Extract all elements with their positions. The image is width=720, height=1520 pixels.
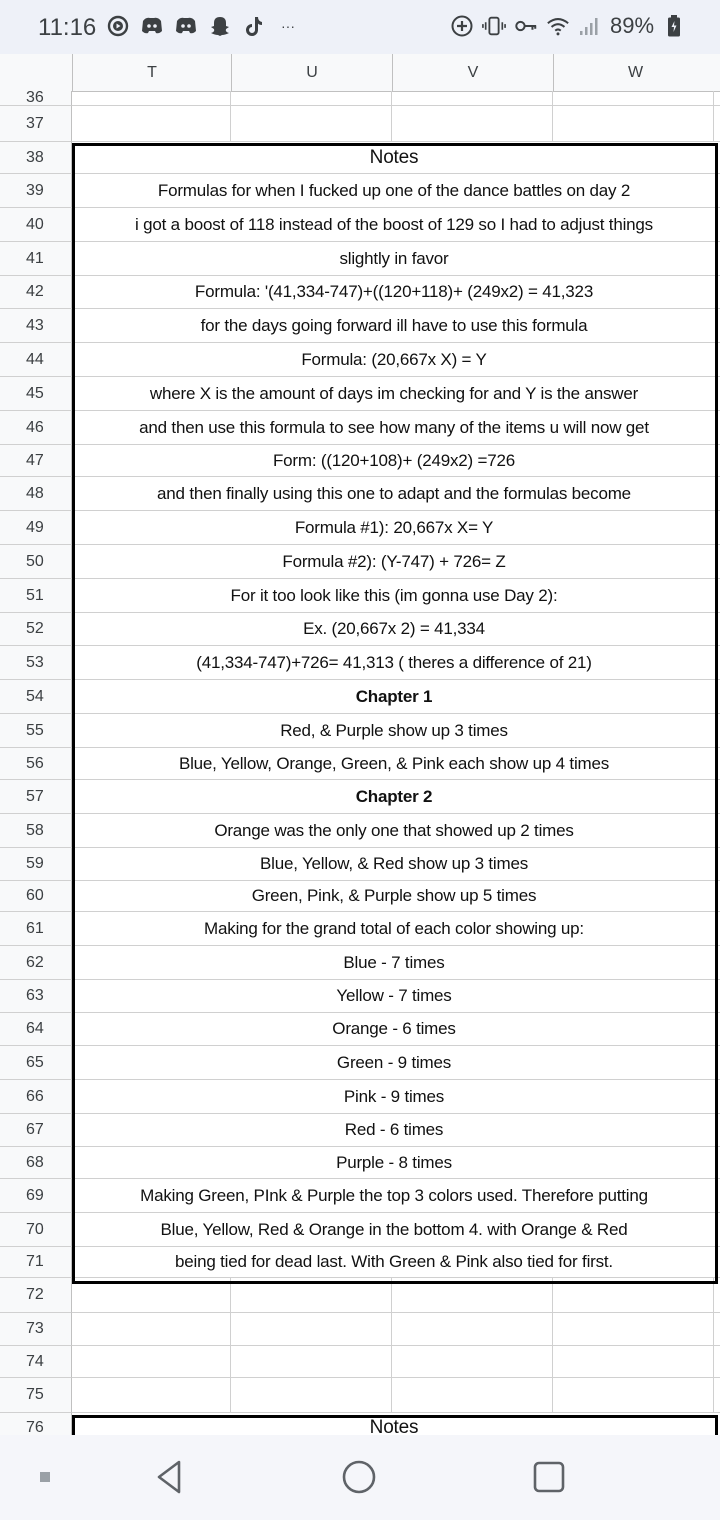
row-cells[interactable] (72, 646, 720, 680)
discord-icon (140, 14, 164, 38)
table-row[interactable] (0, 1313, 720, 1346)
more-notifications-icon: ··· (281, 18, 295, 34)
row-number[interactable]: 76 (0, 1413, 72, 1435)
table-row[interactable] (0, 1179, 720, 1213)
table-row[interactable] (0, 748, 720, 780)
note-cell[interactable]: Blue, Yellow, Orange, Green, & Pink each show up 4 times (178, 753, 610, 773)
row-cells[interactable] (72, 1179, 720, 1213)
table-row[interactable] (0, 242, 720, 276)
recents-button[interactable] (524, 1455, 574, 1499)
cell-divider (713, 106, 714, 141)
note-cell[interactable]: Formula: (20,667x X) = Y (301, 349, 487, 369)
note-cell[interactable]: Ex. (20,667x 2) = 41,334 (303, 619, 485, 638)
table-row[interactable] (0, 1114, 720, 1147)
row-number[interactable]: 40 (0, 208, 72, 242)
battery-icon (662, 14, 686, 38)
row-cells[interactable] (72, 1213, 720, 1247)
back-button[interactable] (144, 1455, 194, 1499)
table-row[interactable] (0, 411, 720, 445)
table-row[interactable] (0, 848, 720, 881)
row-number[interactable]: 61 (0, 912, 72, 946)
row-cells[interactable] (72, 309, 720, 343)
table-row[interactable] (0, 1247, 720, 1278)
table-row[interactable] (0, 980, 720, 1013)
row-cells[interactable] (72, 912, 720, 946)
row-number[interactable]: 71 (0, 1247, 72, 1278)
note-cell[interactable]: Blue, Yellow, & Red show up 3 times (260, 854, 528, 873)
table-row[interactable] (0, 1278, 720, 1313)
row-number[interactable]: 39 (0, 174, 72, 208)
note-cell[interactable]: Green, Pink, & Purple show up 5 times (251, 886, 537, 905)
note-cell[interactable]: Orange was the only one that showed up 2 times (214, 820, 574, 840)
row-cells[interactable] (72, 511, 720, 545)
row-number[interactable]: 38 (0, 142, 72, 174)
table-row[interactable] (0, 1378, 720, 1413)
cell-divider (713, 1346, 714, 1377)
cell-divider (552, 1313, 553, 1345)
table-row[interactable] (0, 309, 720, 343)
table-row[interactable] (0, 91, 720, 106)
note-cell[interactable]: and then finally using this one to adapt and the formulas become (157, 483, 631, 503)
cell-divider (230, 106, 231, 141)
table-row[interactable] (0, 208, 720, 242)
row-cells[interactable] (72, 1046, 720, 1080)
row-cells[interactable] (72, 748, 720, 780)
note-cell[interactable]: Purple - 8 times (336, 1152, 452, 1172)
note-cell[interactable]: Making Green, PInk & Purple the top 3 colors used. Therefore putting (140, 1185, 648, 1205)
row-cells[interactable] (72, 780, 720, 814)
row-number[interactable]: 45 (0, 377, 72, 411)
table-row[interactable] (0, 1147, 720, 1179)
table-row[interactable] (0, 1413, 720, 1435)
cell-divider (230, 1378, 231, 1412)
data-saver-icon (450, 14, 474, 38)
row-cells[interactable] (72, 1247, 720, 1278)
status-time: 11:16 (38, 14, 97, 41)
home-button[interactable] (334, 1455, 384, 1499)
table-row[interactable] (0, 174, 720, 208)
cell-divider (552, 91, 553, 105)
nav-menu-dot-icon[interactable] (20, 1455, 70, 1499)
notification-icons (106, 14, 300, 38)
table-row[interactable] (0, 276, 720, 309)
chapter-heading-cell[interactable]: Chapter 2 (355, 786, 433, 806)
snapchat-icon (208, 14, 232, 38)
row-cells[interactable] (72, 1278, 720, 1313)
column-header (0, 54, 720, 92)
row-cells[interactable] (72, 680, 720, 714)
row-cells[interactable] (72, 1080, 720, 1114)
cell-divider (552, 1346, 553, 1377)
table-row[interactable] (0, 579, 720, 613)
cell-divider (230, 1278, 231, 1312)
cell-divider (391, 91, 392, 105)
note-cell[interactable]: Red, & Purple show up 3 times (280, 720, 508, 740)
row-number[interactable]: 70 (0, 1213, 72, 1247)
signal-icon (578, 14, 602, 38)
note-cell[interactable]: Formula #2): (Y-747) + 726= Z (282, 551, 506, 571)
notes-title-cell[interactable]: Notes (369, 146, 419, 168)
row-number[interactable]: 50 (0, 545, 72, 579)
cell-divider (552, 1278, 553, 1312)
cell-divider (713, 1313, 714, 1345)
row-number[interactable]: 54 (0, 680, 72, 714)
row-cells[interactable] (72, 881, 720, 912)
table-row[interactable] (0, 142, 720, 174)
note-cell[interactable]: being tied for dead last. With Green & Pink also tied for first. (175, 1252, 613, 1271)
row-number[interactable]: 69 (0, 1179, 72, 1213)
row-cells[interactable] (72, 613, 720, 646)
note-cell[interactable]: where X is the amount of days im checking for and Y is the answer (149, 383, 639, 403)
row-cells[interactable] (72, 946, 720, 980)
row-number[interactable]: 57 (0, 780, 72, 814)
row-number[interactable]: 36 (0, 91, 72, 106)
table-row[interactable] (0, 680, 720, 714)
table-row[interactable] (0, 714, 720, 748)
cell-divider (713, 91, 714, 105)
row-cells[interactable] (72, 445, 720, 477)
note-cell[interactable]: Form: ((120+108)+ (249x2) =726 (272, 450, 516, 470)
navigation-bar (0, 1435, 720, 1520)
discord-icon-2 (174, 14, 198, 38)
row-cells[interactable] (72, 276, 720, 309)
table-row[interactable] (0, 445, 720, 477)
youtube-music-icon (106, 14, 130, 38)
note-cell[interactable]: and then use this formula to see how many of the items u will now get (139, 417, 649, 437)
note-cell[interactable]: Red - 6 times (344, 1120, 444, 1139)
table-row[interactable] (0, 1213, 720, 1247)
row-number[interactable]: 66 (0, 1080, 72, 1114)
row-cells[interactable] (72, 242, 720, 276)
row-number[interactable]: 59 (0, 848, 72, 881)
row-number[interactable]: 67 (0, 1114, 72, 1147)
row-cells[interactable] (72, 343, 720, 377)
row-number[interactable]: 64 (0, 1013, 72, 1046)
note-cell[interactable]: slightly in favor (339, 248, 449, 268)
cell-divider (391, 106, 392, 141)
row-cells[interactable] (72, 980, 720, 1013)
row-number[interactable]: 68 (0, 1147, 72, 1179)
column-header-w[interactable]: W (553, 54, 717, 91)
status-bar (0, 0, 720, 54)
tiktok-icon (242, 14, 266, 38)
cell-divider (391, 1346, 392, 1377)
row-cells[interactable] (72, 142, 720, 174)
note-cell[interactable]: Blue, Yellow, Red & Orange in the bottom 4. with Orange & Red (160, 1219, 628, 1239)
battery-percent: 89% (610, 13, 655, 38)
row-cells[interactable] (72, 106, 720, 142)
row-number[interactable]: 60 (0, 881, 72, 912)
table-row[interactable] (0, 780, 720, 814)
row-cells[interactable] (72, 1346, 720, 1378)
row-number[interactable]: 51 (0, 579, 72, 613)
table-row[interactable] (0, 106, 720, 142)
table-row[interactable] (0, 1013, 720, 1046)
cell-divider (230, 1313, 231, 1345)
row-number[interactable]: 72 (0, 1278, 72, 1313)
row-number[interactable]: 73 (0, 1313, 72, 1346)
row-cells[interactable] (72, 1313, 720, 1346)
table-row[interactable] (0, 343, 720, 377)
cell-divider (552, 1378, 553, 1412)
column-header-v[interactable]: V (392, 54, 553, 91)
row-number[interactable]: 52 (0, 613, 72, 646)
table-row[interactable] (0, 912, 720, 946)
row-number[interactable]: 55 (0, 714, 72, 748)
row-cells[interactable] (72, 1147, 720, 1179)
system-icons (450, 13, 686, 39)
row-cells[interactable] (72, 91, 720, 106)
row-number[interactable]: 43 (0, 309, 72, 343)
table-row[interactable] (0, 1046, 720, 1080)
row-cells[interactable] (72, 477, 720, 511)
notes-title-cell[interactable]: Notes (369, 1417, 419, 1435)
row-number[interactable]: 56 (0, 748, 72, 780)
note-cell[interactable]: Green - 9 times (336, 1052, 452, 1072)
row-number[interactable]: 58 (0, 814, 72, 848)
vibrate-icon (482, 14, 506, 38)
row-cells[interactable] (72, 1413, 720, 1435)
table-row[interactable] (0, 377, 720, 411)
row-cells[interactable] (72, 848, 720, 881)
row-cells[interactable] (72, 714, 720, 748)
row-number[interactable]: 62 (0, 946, 72, 980)
note-cell[interactable]: Making for the grand total of each color showing up: (204, 918, 584, 938)
row-number[interactable]: 75 (0, 1378, 72, 1413)
wifi-icon (546, 14, 570, 38)
spreadsheet-grid[interactable] (0, 91, 720, 1435)
table-row[interactable] (0, 814, 720, 848)
cell-divider (713, 1378, 714, 1412)
table-row[interactable] (0, 646, 720, 680)
row-number[interactable]: 37 (0, 106, 72, 142)
note-cell[interactable]: Orange - 6 times (332, 1019, 456, 1038)
note-cell[interactable]: for the days going forward ill have to use this formula (200, 315, 588, 335)
table-row[interactable] (0, 613, 720, 646)
cell-divider (552, 106, 553, 141)
note-cell[interactable]: Blue - 7 times (343, 952, 445, 972)
note-cell[interactable]: Pink - 9 times (343, 1086, 445, 1106)
vpn-key-icon (514, 14, 538, 38)
table-row[interactable] (0, 1346, 720, 1378)
cell-divider (230, 91, 231, 105)
row-number[interactable]: 49 (0, 511, 72, 545)
row-cells[interactable] (72, 411, 720, 445)
cell-divider (230, 1346, 231, 1377)
row-cells[interactable] (72, 1378, 720, 1413)
table-row[interactable] (0, 881, 720, 912)
row-cells[interactable] (72, 1013, 720, 1046)
row-cells[interactable] (72, 814, 720, 848)
note-cell[interactable]: Formula: '(41,334-747)+((120+118)+ (249x2) = 41,323 (194, 282, 594, 301)
cell-divider (391, 1378, 392, 1412)
row-cells[interactable] (72, 208, 720, 242)
table-row[interactable] (0, 946, 720, 980)
row-number[interactable]: 46 (0, 411, 72, 445)
column-header-u[interactable]: U (231, 54, 392, 91)
note-cell[interactable]: For it too look like this (im gonna use Day 2): (230, 585, 558, 605)
row-cells[interactable] (72, 545, 720, 579)
row-cells[interactable] (72, 1114, 720, 1147)
row-cells[interactable] (72, 579, 720, 613)
table-row[interactable] (0, 477, 720, 511)
table-row[interactable] (0, 545, 720, 579)
note-cell[interactable]: Formulas for when I fucked up one of the dance battles on day 2 (157, 180, 631, 200)
note-cell[interactable]: i got a boost of 118 instead of the boost of 129 so I had to adjust things (135, 214, 653, 234)
row-number[interactable]: 74 (0, 1346, 72, 1378)
row-number[interactable]: 48 (0, 477, 72, 511)
note-cell[interactable]: (41,334-747)+726= 41,313 ( theres a difference of 21) (196, 652, 592, 672)
row-number[interactable]: 44 (0, 343, 72, 377)
chapter-heading-cell[interactable]: Chapter 1 (355, 686, 433, 706)
row-number[interactable]: 47 (0, 445, 72, 477)
cell-divider (391, 1313, 392, 1345)
cell-divider (391, 1278, 392, 1312)
table-row[interactable] (0, 511, 720, 545)
column-header-t[interactable]: T (72, 54, 231, 91)
row-cells[interactable] (72, 174, 720, 208)
row-number[interactable]: 42 (0, 276, 72, 309)
row-cells[interactable] (72, 377, 720, 411)
row-number[interactable]: 65 (0, 1046, 72, 1080)
cell-divider (713, 1278, 714, 1312)
note-cell[interactable]: Yellow - 7 times (336, 986, 452, 1005)
row-number[interactable]: 63 (0, 980, 72, 1013)
note-cell[interactable]: Formula #1): 20,667x X= Y (294, 517, 494, 537)
row-number[interactable]: 41 (0, 242, 72, 276)
row-number[interactable]: 53 (0, 646, 72, 680)
table-row[interactable] (0, 1080, 720, 1114)
